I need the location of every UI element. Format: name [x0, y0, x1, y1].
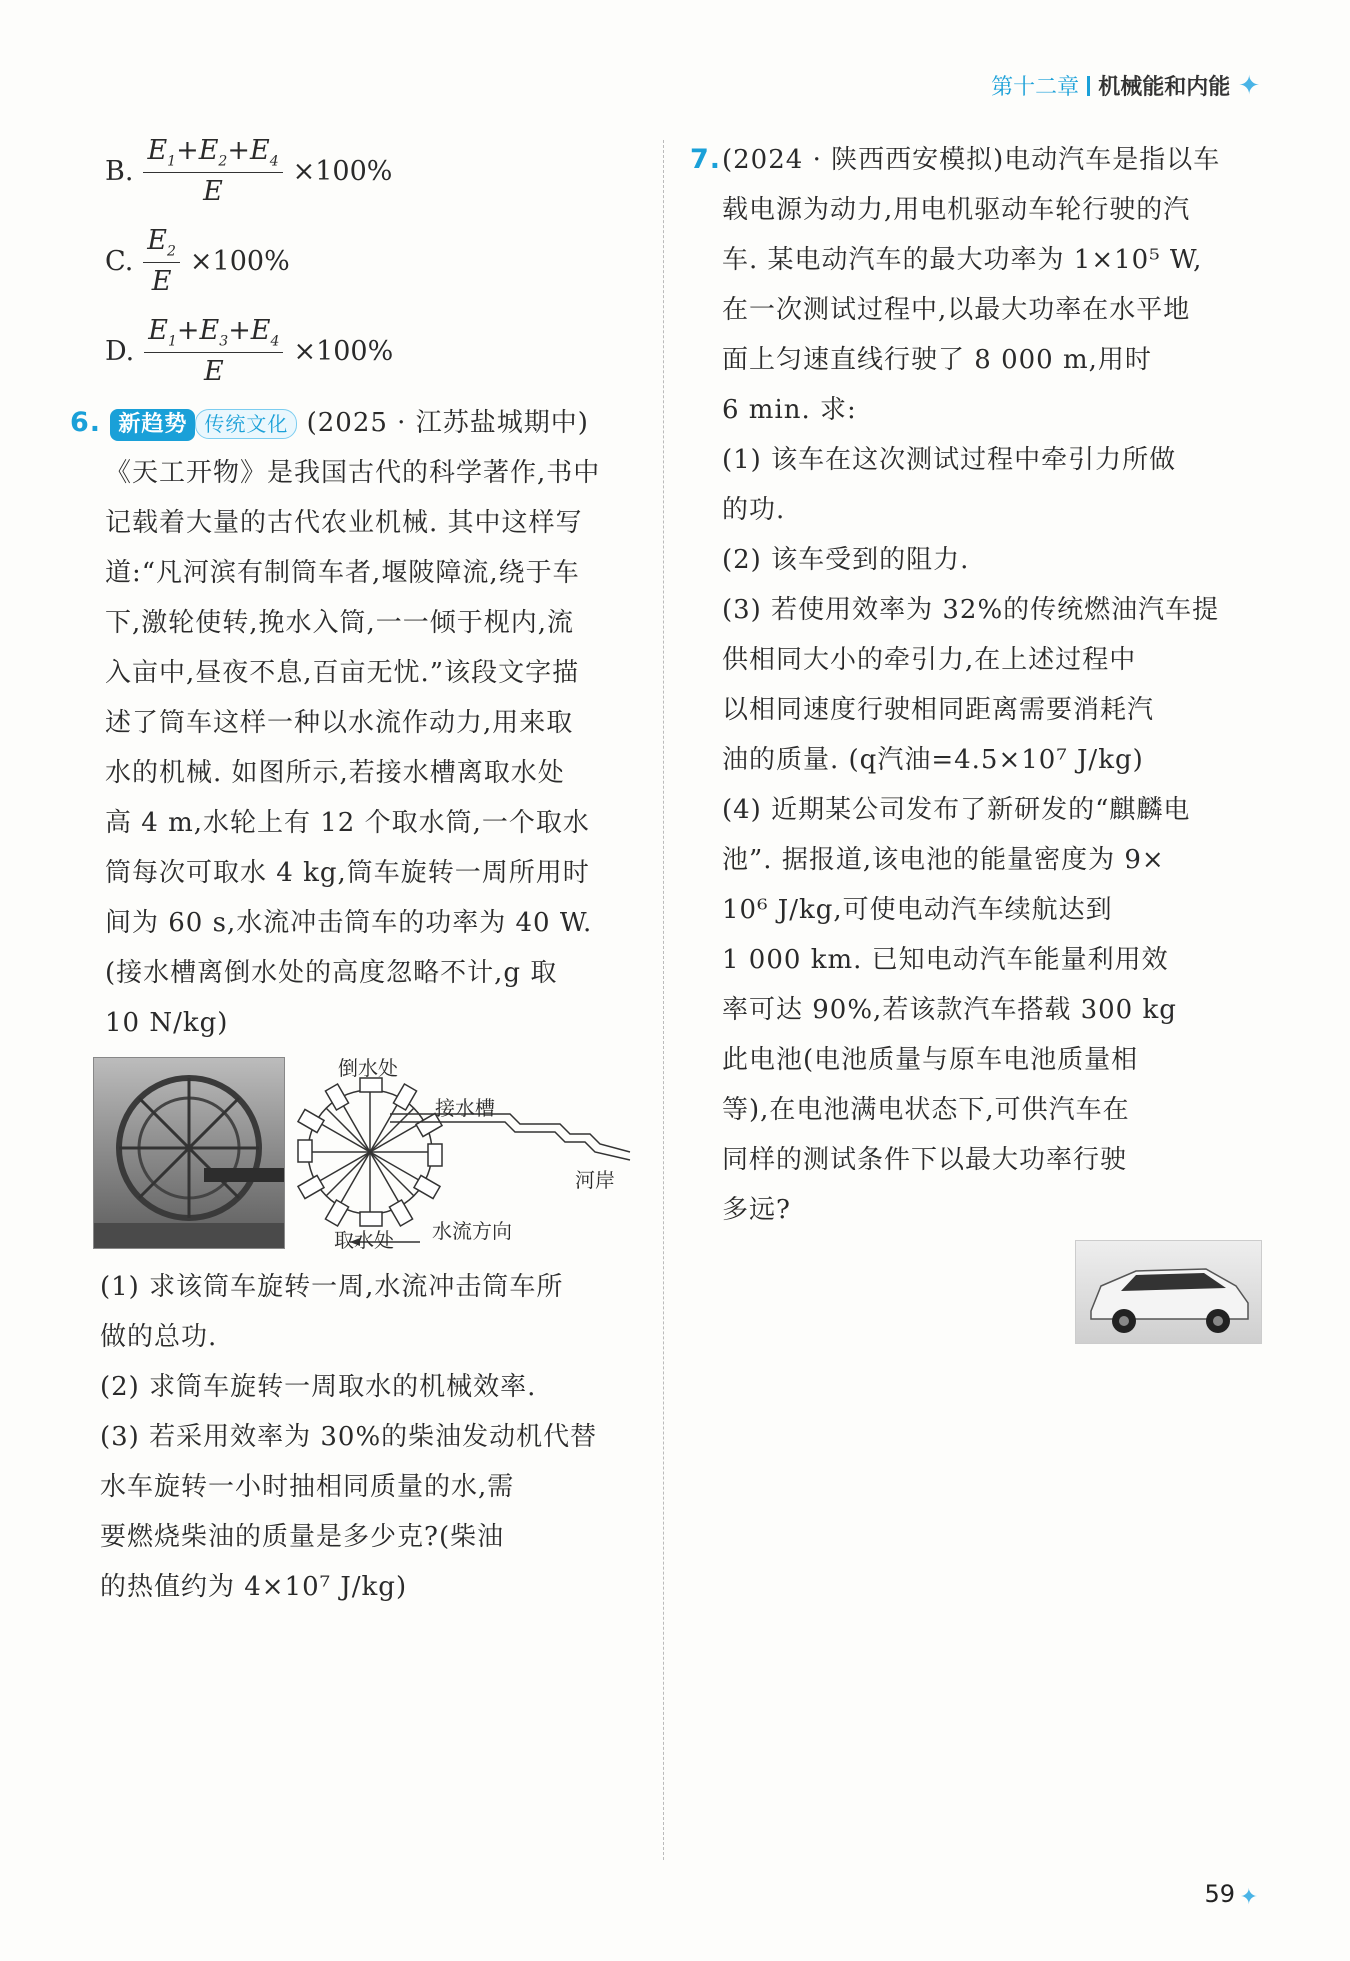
question-6-subquestions [100, 1262, 660, 1612]
fraction-tail: ×100% [293, 335, 394, 367]
option-d [105, 315, 393, 387]
option-letter: C. [105, 245, 134, 277]
fraction-tail: ×100% [292, 155, 393, 187]
text-line: 载电源为动力,用电机驱动车轮行驶的汽 [722, 195, 1191, 225]
text-line: (2024 · 陕西西安模拟)电动汽车是指以车 [722, 145, 1221, 175]
column-divider [663, 140, 664, 1860]
subquestion-2: (2) 求筒车旋转一周取水的机械效率. [100, 1372, 537, 1402]
fraction [144, 315, 283, 387]
fraction [143, 225, 180, 297]
trend-badge: 新趋势 [110, 409, 195, 441]
text-line: 筒每次可取水 4 kg,筒车旋转一周所用时 [105, 858, 590, 888]
sparkle-icon: ✦ [1238, 70, 1260, 101]
text-line: 在一次测试过程中,以最大功率在水平地 [722, 295, 1191, 325]
page-number: 59 [1204, 1880, 1235, 1908]
question-number: 7. [690, 144, 722, 175]
page-header [991, 70, 1260, 101]
chapter-title: 机械能和内能 [1098, 75, 1231, 100]
option-c [105, 225, 290, 297]
text-line: 道:“凡河滨有制筒车者,堰陂障流,绕于车 [105, 558, 580, 588]
subquestion-3: (3) 若采用效率为 30%的柴油发动机代替 水车旋转一小时抽相同质量的水,需 要燃烧柴油的质量是多少克?(柴油 的热值约为 4×10⁷ J/kg) [100, 1422, 598, 1602]
question-6-body [70, 448, 650, 1048]
numerator: $E_1+E_2+E_4$ [143, 135, 282, 173]
question-6-heading [70, 398, 650, 448]
question-6 [70, 398, 650, 1048]
text-line: 记载着大量的古代农业机械. 其中这样写 [105, 508, 583, 538]
numerator: $E_1+E_3+E_4$ [144, 315, 283, 353]
text-line: 面上匀速直线行驶了 8 000 m,用时 [722, 345, 1152, 375]
text-line: 下,激轮使转,挽水入筒,一一倾于枧内,流 [105, 608, 575, 638]
culture-badge: 传统文化 [195, 409, 297, 439]
label-bank: 河岸 [575, 1168, 615, 1192]
question-7-body [722, 135, 1220, 435]
text-line: 10 N/kg) [105, 1008, 229, 1038]
denominator: E [204, 356, 224, 388]
fraction [143, 135, 282, 207]
option-letter: B. [105, 155, 134, 187]
denominator: E [151, 266, 172, 298]
question-source: (2025 · 江苏盐城期中) [306, 408, 589, 438]
text-line: 间为 60 s,水流冲击筒车的功率为 40 W. [105, 908, 593, 938]
text-line: 6 min. 求: [722, 395, 857, 425]
text-line: 入亩中,昼夜不息,百亩无忧.”该段文字描 [105, 658, 580, 688]
option-letter: D. [105, 335, 135, 367]
question-7-heading [690, 135, 1270, 435]
question-7-subquestions [690, 435, 1270, 1235]
label-take: 取水处 [334, 1228, 394, 1252]
text-line: 车. 某电动汽车的最大功率为 1×10⁵ W, [722, 245, 1203, 275]
chapter-label: 第十二章 [991, 75, 1080, 100]
label-pour: 倒水处 [338, 1056, 398, 1080]
subquestion-1: (1) 该车在这次测试过程中牵引力所做 的功. [722, 445, 1177, 525]
water-wheel-diagram [290, 1052, 650, 1252]
label-trough: 接水槽 [435, 1096, 495, 1120]
question-number: 6. [70, 407, 102, 438]
text-line: (接水槽离倒水处的高度忽略不计,g 取 [105, 958, 558, 988]
text-line: 述了筒车这样一种以水流作动力,用来取 [105, 708, 574, 738]
text-line: 水的机械. 如图所示,若接水槽离取水处 [105, 758, 565, 788]
subquestion-4: (4) 近期某公司发布了新研发的“麒麟电 池”. 据报道,该电池的能量密度为 9× 10⁶ J/kg,可使电动汽车续航达到 1 000 km. 已知电动汽车能量利用效 率可达 90%,若该款汽车搭载 300 kg 此电池(电池质量与原车电池质量相 等),在电池满电状态下,可供汽车在 同样的测试条件下以最大功率行驶 多远? [722, 795, 1191, 1225]
subquestion-3: (3) 若使用效率为 32%的传统燃油汽车提 供相同大小的牵引力,在上述过程中 以相同速度行驶相同距离需要消耗汽 油的质量. (q汽油=4.5×10⁷ J/kg) [722, 595, 1220, 775]
header-divider [1087, 76, 1090, 96]
denominator: E [203, 176, 223, 208]
subquestion-1: (1) 求该筒车旋转一周,水流冲击筒车所 做的总功. [100, 1272, 564, 1352]
label-flow: 水流方向 [432, 1219, 512, 1243]
water-wheel-photo [93, 1057, 285, 1249]
fraction-tail: ×100% [189, 245, 290, 277]
subquestion-2: (2) 该车受到的阻力. [722, 545, 970, 575]
electric-car-photo [1075, 1240, 1262, 1344]
option-b [105, 135, 392, 207]
question-7 [690, 135, 1270, 1235]
numerator: $E_2$ [143, 225, 180, 263]
text-line: 高 4 m,水轮上有 12 个取水筒,一个取水 [105, 808, 590, 838]
sparkle-icon: ✦ [1239, 1885, 1258, 1910]
text-line: 《天工开物》是我国古代的科学著作,书中 [105, 458, 601, 488]
